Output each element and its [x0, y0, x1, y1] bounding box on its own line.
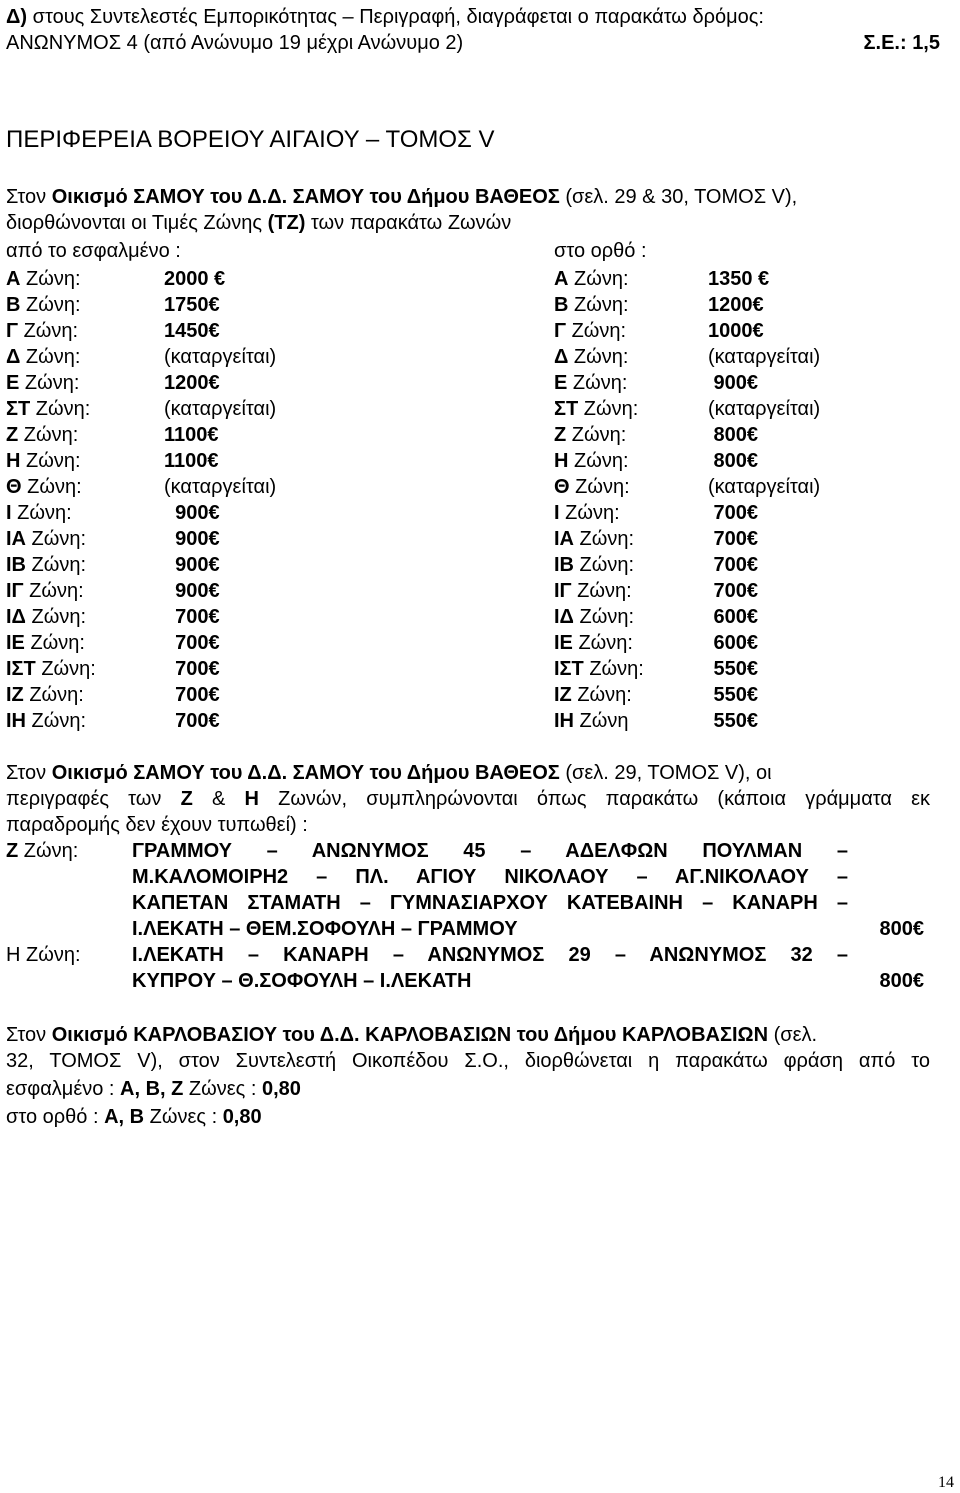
- wrong-zone-value: 700€: [164, 606, 220, 628]
- zone-list: Α, Β, Ζ: [120, 1078, 184, 1100]
- karlovasi-line2: 32, ΤΟΜΟΣ V), στον Συντελεστή Οικοπέδου Σ.Ο., διορθώνεται η παρακάτω φράση από το: [6, 1050, 930, 1072]
- right-zone-name: ΙΣΤ Ζώνη:: [554, 658, 644, 680]
- settlement-name: Οικισμό ΣΑΜΟΥ του Δ.Δ. ΣΑΜΟΥ του Δήμου ΒΑΘΕΟΣ: [51, 186, 560, 208]
- right-zone-value: (καταργείται): [708, 476, 821, 498]
- text: στο ορθό :: [6, 1106, 105, 1128]
- wrong-phrase: [6, 1076, 301, 1102]
- right-zone-name: Δ Ζώνη:: [554, 346, 629, 368]
- route-text: ΚΑΠΕΤΑΝ ΣΤΑΜΑΤΗ – ΓΥΜΝΑΣΙΑΡΧΟΥ ΚΑΤΕΒΑΙΝΗ – ΚΑΝΑΡΗ –: [132, 892, 848, 914]
- right-zone-name: ΙΓ Ζώνη:: [554, 580, 632, 602]
- wrong-zone-name: ΙΓ Ζώνη:: [6, 580, 84, 602]
- route-text: ΚΥΠΡΟΥ – Θ.ΣΟΦΟΥΛΗ – Ι.ΛΕΚΑΤΗ: [132, 970, 472, 992]
- right-zone-name: Α Ζώνη:: [554, 268, 629, 290]
- right-zone-name: ΙΑ Ζώνη:: [554, 528, 635, 550]
- route-line: [6, 890, 954, 916]
- text: Ζώνη:: [18, 840, 79, 862]
- wrong-zone-name: ΙΔ Ζώνη:: [6, 606, 87, 628]
- right-zone-value: 600€: [708, 632, 759, 654]
- right-zone-name: Θ Ζώνη:: [554, 476, 630, 498]
- wrong-zone-name: ΙΑ Ζώνη:: [6, 528, 87, 550]
- wrong-zone-value: 900€: [164, 502, 220, 524]
- wrong-zone-name: Ζ Ζώνη:: [6, 424, 79, 446]
- zone-row: [6, 604, 954, 630]
- wrong-zone-value: (καταργείται): [164, 476, 277, 498]
- wrong-label: από το εσφαλμένο :: [6, 240, 181, 262]
- route-line: [6, 916, 954, 942]
- zone-value: 800€: [879, 970, 924, 992]
- zone-row: [6, 422, 954, 448]
- wrong-zone-value: 700€: [164, 658, 220, 680]
- right-zone-value: 550€: [708, 684, 759, 706]
- zone-row: [6, 474, 954, 500]
- settlement-name: Οικισμό ΣΑΜΟΥ του Δ.Δ. ΣΑΜΟΥ του Δήμου ΒΑΘΕΟΣ: [51, 762, 560, 784]
- zone-value: 800€: [879, 918, 924, 940]
- wrong-zone-value: 1200€: [164, 372, 220, 394]
- zone-letter: Ζ: [180, 788, 193, 810]
- right-zone-name: Ι Ζώνη:: [554, 502, 620, 524]
- text: διορθώνονται οι Τιμές Ζώνης: [6, 212, 268, 234]
- wrong-zone-name: Θ Ζώνη:: [6, 476, 82, 498]
- right-zone-value: 800€: [708, 424, 759, 446]
- section-d-line1: [6, 4, 764, 30]
- zone-row: [6, 682, 954, 708]
- right-zone-name: Γ Ζώνη:: [554, 320, 627, 342]
- right-zone-value: 700€: [708, 502, 759, 524]
- text: &: [192, 788, 245, 810]
- zone-row: [6, 344, 954, 370]
- route-line: [6, 838, 954, 864]
- zone-letter: Η: [244, 788, 259, 810]
- wrong-zone-name: Β Ζώνη:: [6, 294, 81, 316]
- section-d-heading: στους Συντελεστές Εμπορικότητας – Περιγραφή, διαγράφεται ο παρακάτω δρόμος:: [27, 6, 764, 28]
- right-zone-name: ΙΗ Ζώνη: [554, 710, 629, 732]
- wrong-zone-value: 900€: [164, 528, 220, 550]
- route-line: [6, 968, 954, 994]
- desc-line2: [6, 786, 930, 812]
- zone-row: [6, 656, 954, 682]
- zone-row: [6, 292, 954, 318]
- right-zone-name: Β Ζώνη:: [554, 294, 629, 316]
- text: Ζωνών, συμπληρώνονται όπως παρακάτω (κάποια γράμματα εκ: [258, 788, 931, 810]
- wrong-zone-name: ΣΤ Ζώνη:: [6, 398, 91, 420]
- zone-row: [6, 396, 954, 422]
- wrong-zone-name: ΙΣΤ Ζώνη:: [6, 658, 96, 680]
- route-line: [6, 942, 954, 968]
- text: (σελ. 29, ΤΟΜΟΣ V), οι: [559, 762, 772, 784]
- wrong-zone-name: Ε Ζώνη:: [6, 372, 80, 394]
- wrong-zone-value: 900€: [164, 580, 220, 602]
- zone-row: [6, 448, 954, 474]
- wrong-zone-name: Α Ζώνη:: [6, 268, 81, 290]
- zone-row: [6, 578, 954, 604]
- settlement-name: Οικισμό ΚΑΡΛΟΒΑΣΙΟΥ του Δ.Δ. ΚΑΡΛΟΒΑΣΙΩΝ του Δήμου ΚΑΡΛΟΒΑΣΙΩΝ: [51, 1024, 769, 1046]
- right-zone-name: ΙΒ Ζώνη:: [554, 554, 635, 576]
- right-zone-value: 1000€: [708, 320, 764, 342]
- text: των παρακάτω Ζωνών: [305, 212, 512, 234]
- text: Ζώνες :: [183, 1078, 262, 1100]
- right-zone-name: Ζ Ζώνη:: [554, 424, 627, 446]
- coefficient: 0,80: [262, 1078, 301, 1100]
- wrong-zone-name: ΙΕ Ζώνη:: [6, 632, 85, 654]
- route-text: ΓΡΑΜΜΟΥ – ΑΝΩΝΥΜΟΣ 45 – ΑΔΕΛΦΩΝ ΠΟΥΛΜΑΝ –: [132, 840, 848, 862]
- zone-row: [6, 370, 954, 396]
- wrong-zone-value: 1100€: [164, 450, 219, 472]
- zone-row: [6, 526, 954, 552]
- commerciality-coefficient: Σ.Ε.: 1,5: [863, 32, 940, 54]
- wrong-zone-value: 2000 €: [164, 268, 226, 290]
- zone-row: [6, 630, 954, 656]
- right-zone-value: 800€: [708, 450, 759, 472]
- wrong-zone-name: Ι Ζώνη:: [6, 502, 72, 524]
- text: (σελ. 29 & 30, ΤΟΜΟΣ V),: [559, 186, 798, 208]
- text: (σελ.: [768, 1024, 818, 1046]
- route-text: Ι.ΛΕΚΑΤΗ – ΚΑΝΑΡΗ – ΑΝΩΝΥΜΟΣ 29 – ΑΝΩΝΥΜΟΣ 32 –: [132, 944, 848, 966]
- right-zone-value: 600€: [708, 606, 759, 628]
- wrong-zone-name: Γ Ζώνη:: [6, 320, 79, 342]
- wrong-zone-value: (καταργείται): [164, 346, 277, 368]
- right-label: στο ορθό :: [554, 240, 647, 262]
- right-zone-value: (καταργείται): [708, 346, 821, 368]
- right-zone-name: Ε Ζώνη:: [554, 372, 628, 394]
- zone-row: [6, 708, 954, 734]
- right-zone-value: 700€: [708, 554, 759, 576]
- right-zone-name: ΣΤ Ζώνη:: [554, 398, 639, 420]
- text: Ζώνες :: [144, 1106, 223, 1128]
- route-line: [6, 864, 954, 890]
- zone-row: [6, 266, 954, 292]
- right-zone-name: ΙΕ Ζώνη:: [554, 632, 633, 654]
- right-zone-value: 700€: [708, 528, 759, 550]
- right-zone-value: 1350 €: [708, 268, 770, 290]
- right-zone-value: 1200€: [708, 294, 764, 316]
- zone-routes: [6, 838, 954, 994]
- zone-letter: Ζ: [6, 840, 19, 862]
- text: περιγραφές των: [6, 788, 181, 810]
- right-zone-name: ΙΔ Ζώνη:: [554, 606, 635, 628]
- wrong-zone-value: 1450€: [164, 320, 220, 342]
- zone-label: Η Ζώνη:: [6, 944, 81, 966]
- wrong-zone-value: 1750€: [164, 294, 220, 316]
- zone-list: Α, Β: [104, 1106, 145, 1128]
- samos-intro-line2: [6, 210, 511, 236]
- abbreviation: (ΤΖ): [267, 212, 306, 234]
- road-description: ΑΝΩΝΥΜΟΣ 4 (από Ανώνυμο 19 μέχρι Ανώνυμο 2): [6, 32, 464, 54]
- zone-row: [6, 552, 954, 578]
- zone-row: [6, 500, 954, 526]
- wrong-zone-name: Δ Ζώνη:: [6, 346, 81, 368]
- text: Στον: [6, 186, 52, 208]
- wrong-zone-name: ΙΒ Ζώνη:: [6, 554, 87, 576]
- wrong-zone-value: 700€: [164, 710, 220, 732]
- right-zone-name: ΙΖ Ζώνη:: [554, 684, 632, 706]
- wrong-zone-value: 900€: [164, 554, 220, 576]
- right-zone-value: 700€: [708, 580, 759, 602]
- right-zone-value: (καταργείται): [708, 398, 821, 420]
- desc-line3: παραδρομής δεν έχουν τυπωθεί) :: [6, 814, 308, 836]
- right-zone-value: 550€: [708, 658, 759, 680]
- wrong-zone-value: 700€: [164, 684, 220, 706]
- zone-label: [6, 838, 78, 864]
- page-number: 14: [938, 1474, 954, 1491]
- wrong-zone-value: (καταργείται): [164, 398, 277, 420]
- coefficient: 0,80: [222, 1106, 262, 1128]
- wrong-zone-value: 700€: [164, 632, 220, 654]
- desc-line1: [6, 760, 772, 786]
- correct-phrase: [6, 1104, 262, 1130]
- route-text: Ι.ΛΕΚΑΤΗ – ΘΕΜ.ΣΟΦΟΥΛΗ – ΓΡΑΜΜΟΥ: [132, 918, 518, 940]
- region-title: ΠΕΡΙΦΕΡΕΙΑ ΒΟΡΕΙΟΥ ΑΙΓΑΙΟΥ – ΤΟΜΟΣ V: [6, 126, 495, 153]
- right-zone-value: 550€: [708, 710, 759, 732]
- wrong-zone-value: 1100€: [164, 424, 219, 446]
- wrong-zone-name: ΙΖ Ζώνη:: [6, 684, 84, 706]
- text: Στον: [6, 1024, 52, 1046]
- karlovasi-line1: [6, 1022, 817, 1048]
- section-d-letter: Δ): [6, 6, 28, 28]
- route-text: Μ.ΚΑΛΟΜΟΙΡΗ2 – ΠΛ. ΑΓΙΟΥ ΝΙΚΟΛΑΟΥ – ΑΓ.ΝΙΚΟΛΑΟΥ –: [132, 866, 848, 888]
- samos-intro-line1: [6, 184, 797, 210]
- zone-row: [6, 318, 954, 344]
- wrong-zone-name: Η Ζώνη:: [6, 450, 81, 472]
- section-d-line2: [6, 30, 940, 56]
- text: Στον: [6, 762, 52, 784]
- right-zone-name: Η Ζώνη:: [554, 450, 629, 472]
- zone-values-table: [6, 266, 954, 734]
- wrong-zone-name: ΙΗ Ζώνη:: [6, 710, 87, 732]
- right-zone-value: 900€: [708, 372, 759, 394]
- text: εσφαλμένο :: [6, 1078, 121, 1100]
